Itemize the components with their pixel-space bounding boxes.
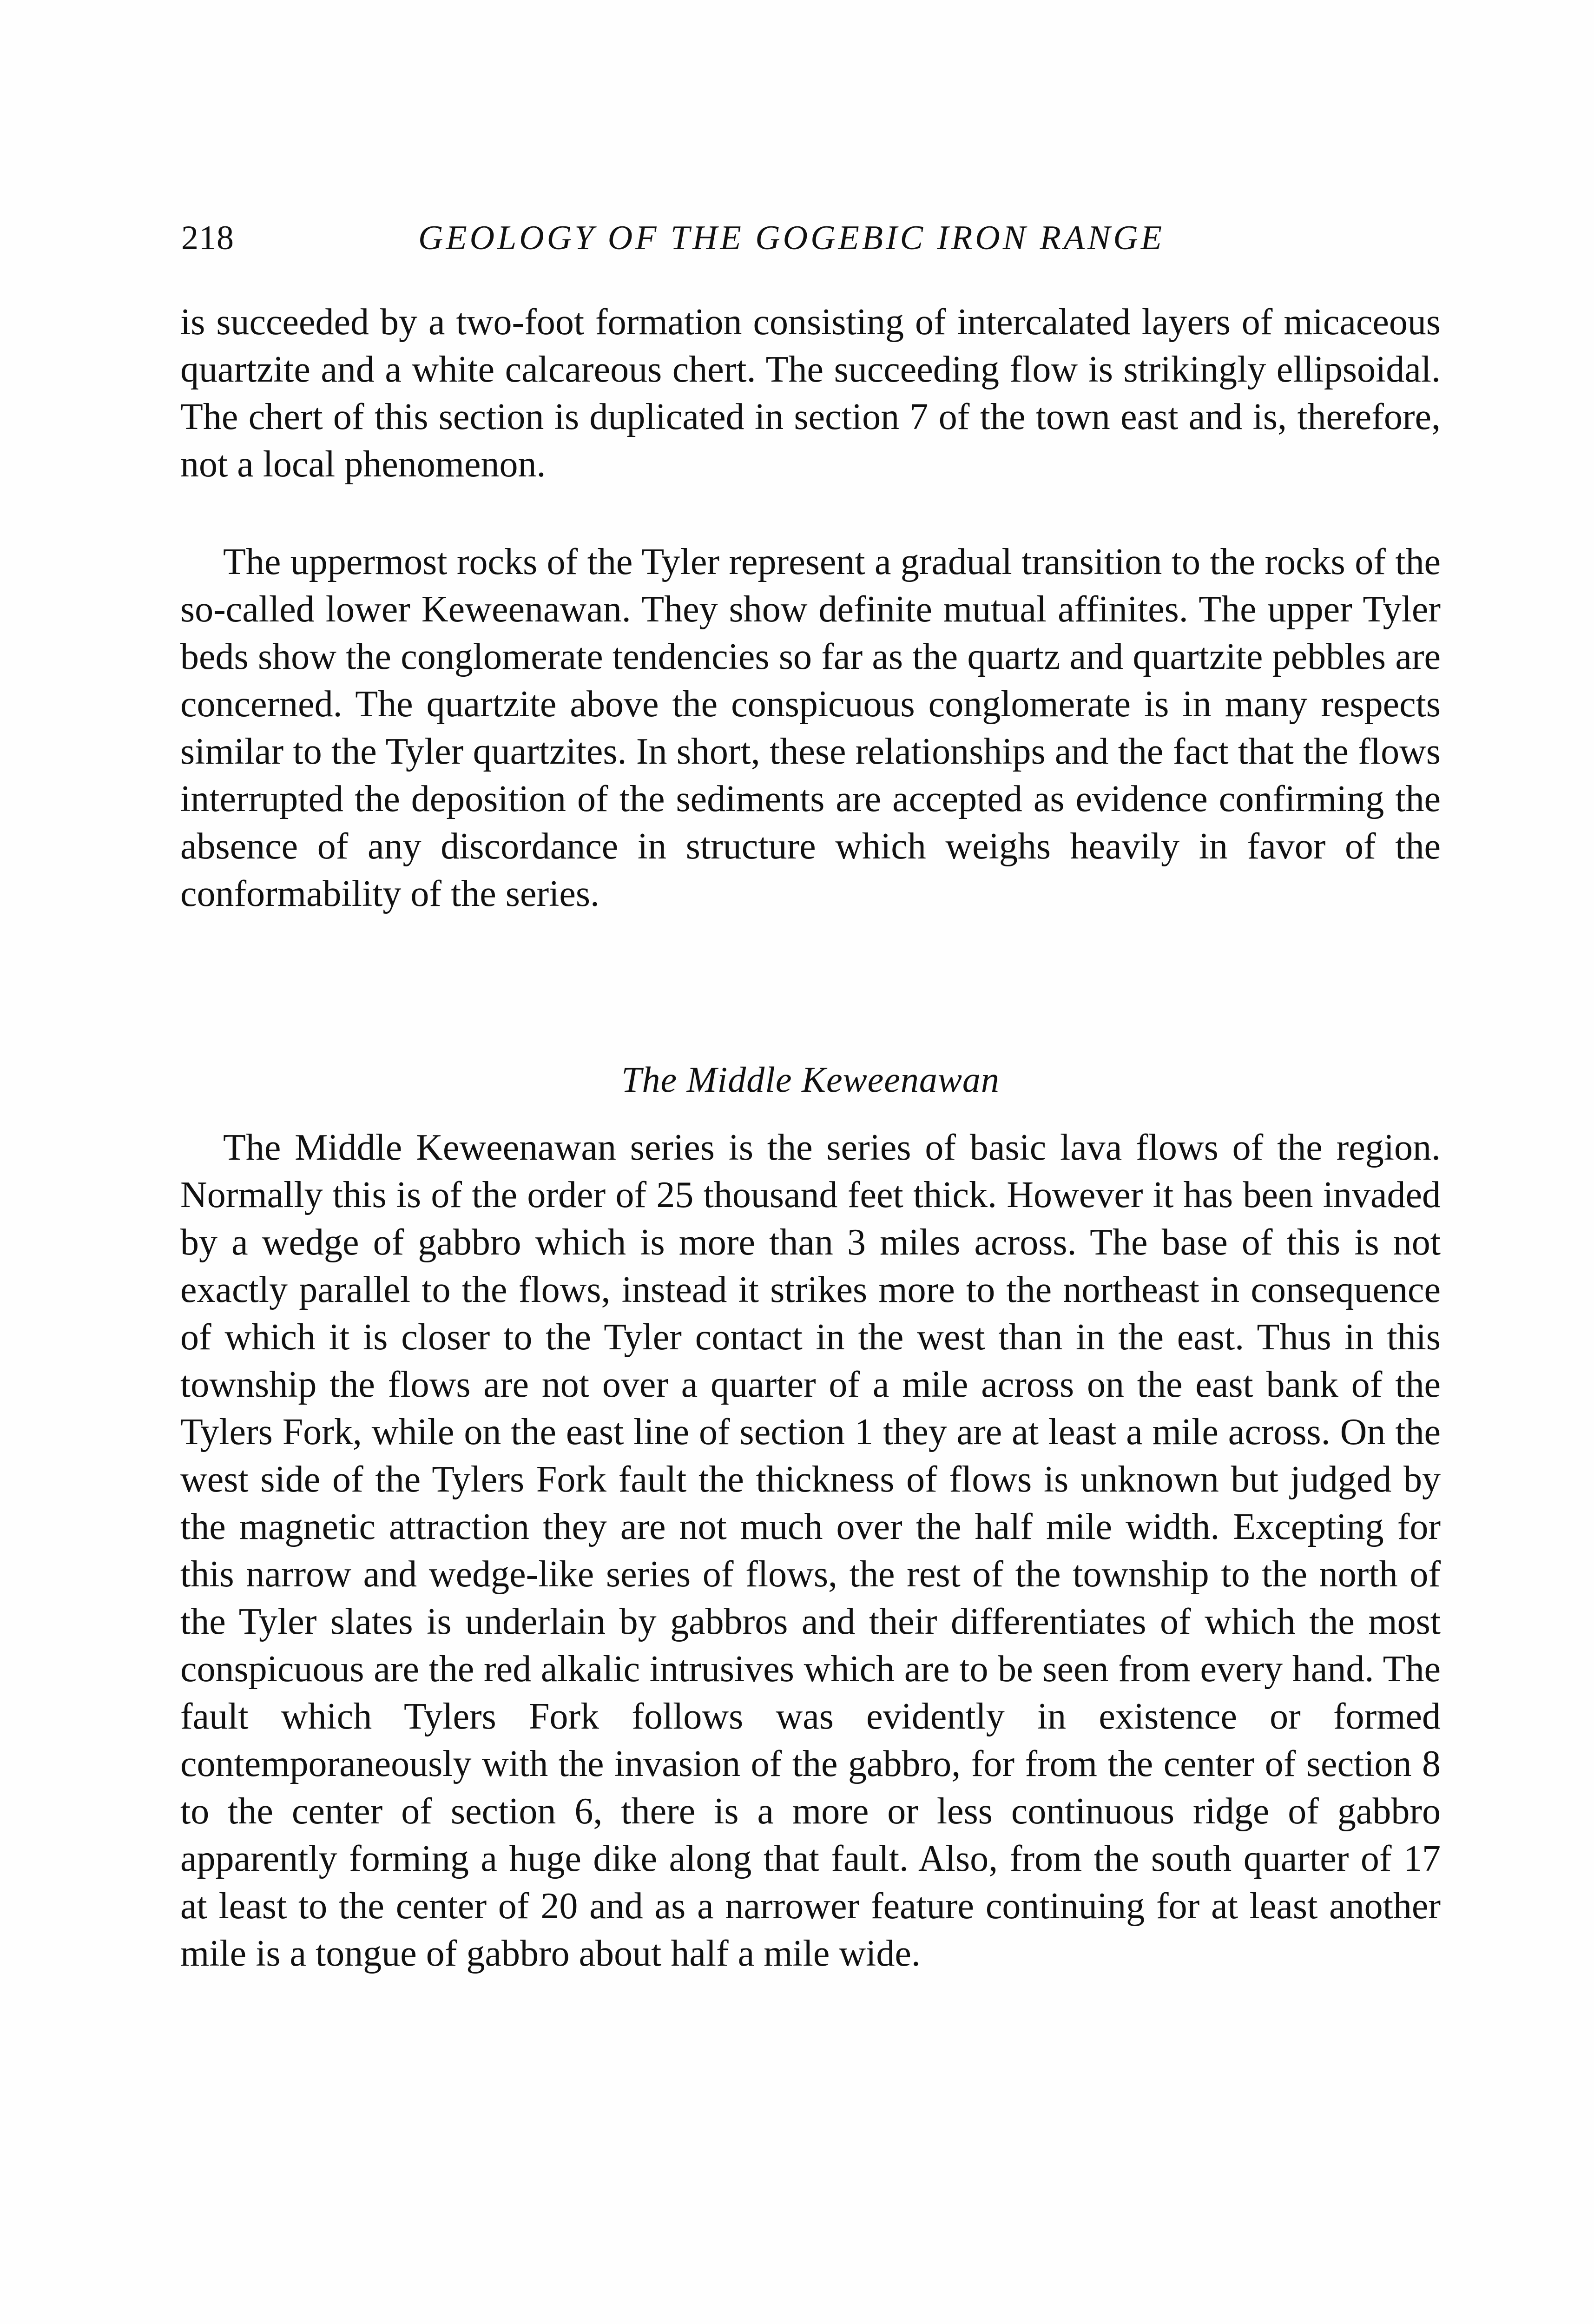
paragraph-continuation bbox=[180, 298, 1441, 488]
paragraph-text: The uppermost rocks of the Tyler represent a gradual transition to the rocks of the so-called lower Keweenawan. They show definite mutual affinites. The upper Tyler beds show the conglomerate tendencies so far as the quartz and quartzite pebbles are concerned. The quartzite above the conspicuous conglomerate is in many respects similar to the Tyler quartzites. In short, these relationships and the fact that the flows interrupted the deposition of the sediments are accepted as evidence confirming the absence of any discordance in structure which weighs heavily in favor of the conformability of the series. bbox=[180, 541, 1441, 914]
paragraph-text: The Middle Keweenawan series is the series of basic lava flows of the region. Normally this is of the order of 25 thousand feet thick. However it has been invaded by a wedge of gabbro which is more than 3 miles across. The base of this is not exactly parallel to the flows, instead it strikes more to the northeast in consequence of which it is closer to the Tyler contact in the west than in the east. Thus in this township the flows are not over a quarter of a mile across on the east bank of the Tylers Fork, while on the east line of section 1 they are at least a mile across. On the west side of the Tylers Fork fault the thickness of flows is unknown but judged by the magnetic attraction they are not much over the half mile width. Excepting for this narrow and wedge-like series of flows, the rest of the township to the north of the Tyler slates is underlain by gabbros and their differentiates of which the most conspicuous are the red alkalic intrusives which are to be seen from every hand. The fault which Tylers Fork follows was evidently in existence or formed contemporaneously with the invasion of the gabbro, for from the center of section 8 to the center of section 6, there is a more or less continuous ridge of gabbro apparently forming a huge dike along that fault. Also, from the south quarter of 17 at least to the center of 20 and as a narrower feature continuing for at least another mile is a tongue of gabbro about half a mile wide. bbox=[180, 1127, 1441, 1974]
paragraph-middle-keweenawan bbox=[180, 1124, 1441, 1977]
section-heading: The Middle Keweenawan bbox=[621, 1059, 1000, 1100]
running-title: GEOLOGY OF THE GOGEBIC IRON RANGE bbox=[418, 219, 1165, 257]
page-header bbox=[181, 215, 1445, 266]
paragraph-text: is succeeded by a two-foot formation consisting of intercalated layers of micaceous quartzite and a white calcareous chert. The succeeding flow is strikingly ellipsoidal. The chert of this section is duplicated in section 7 of the town east and is, therefore, not a local phenomenon. bbox=[180, 302, 1441, 485]
page-number: 218 bbox=[181, 219, 234, 257]
paragraph-uppermost-rocks bbox=[180, 538, 1441, 918]
